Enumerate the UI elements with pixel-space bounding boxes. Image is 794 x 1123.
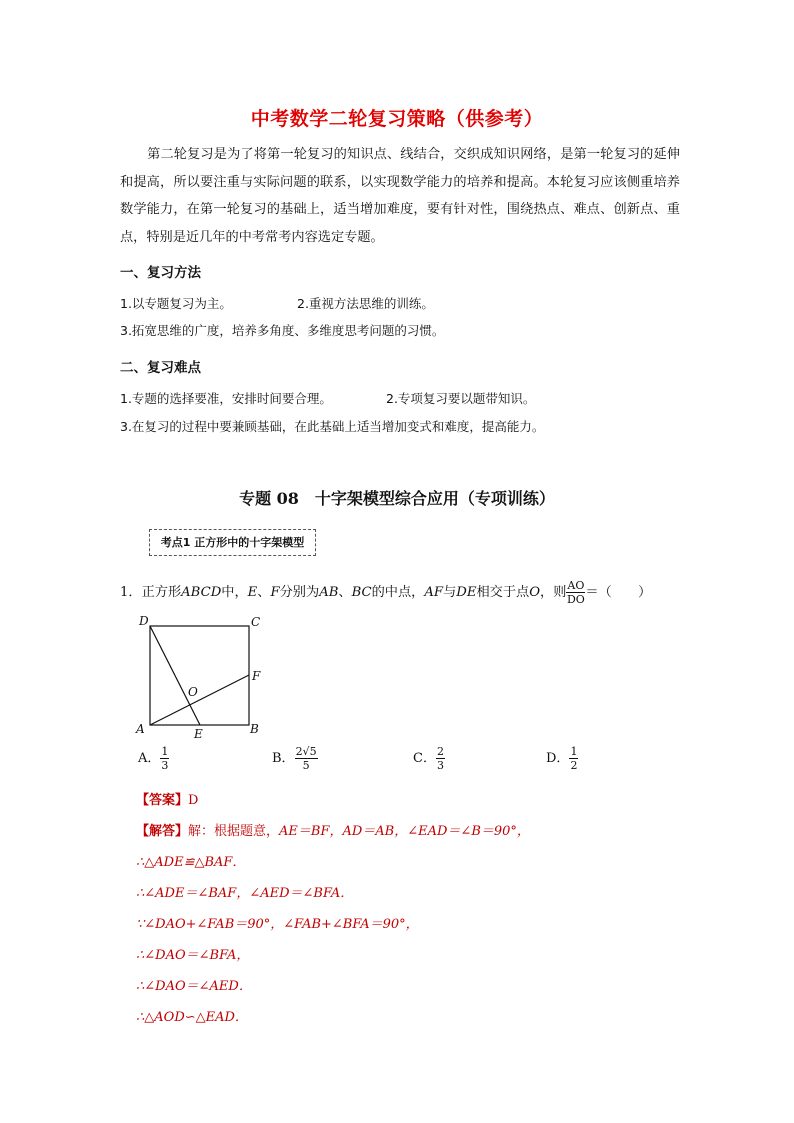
label-e: E [194,727,203,741]
question-1 [120,579,651,606]
q-var: AB [319,585,339,600]
topic-tag-box: 考点1 正方形中的十字架模型 [149,529,316,556]
q-text: 与 [443,585,457,600]
fraction-numerator: 1 [161,745,169,758]
explanation-text: AE＝BF，AD＝AB，∠EAD＝∠B＝90°， [279,824,530,839]
fraction-numerator: 1 [570,745,578,758]
q-text: 正方形 [141,585,182,600]
option-a-label: A． [138,751,161,766]
option-b-label: B． [272,751,295,766]
option-b [272,745,318,772]
option-d-fraction [569,745,578,772]
label-c: C [251,615,261,629]
ratio-fraction [566,579,585,606]
option-d [546,745,578,772]
fraction-numerator: 2 [436,745,444,758]
q-text: 分别为 [279,585,320,600]
answer-label: 【答案】 [136,793,189,808]
answer-blank: ＝（ ） [585,585,652,600]
label-b: B [250,722,259,736]
label-a: A [136,722,145,736]
explanation-line-1 [136,820,530,839]
section1-heading: 一、复习方法 [120,265,201,281]
q-var: F [270,585,280,600]
option-a-fraction [160,745,169,772]
q-var: BC [351,585,372,600]
explanation-line-3 [136,882,353,901]
q-text: 中， [221,585,248,600]
answer-line [136,789,198,808]
explanation-text: ∴△AOD∽△EAD． [136,1010,248,1025]
explanation-text: ∴∠DAO＝∠AED． [136,979,252,994]
q-text: ，则 [540,585,567,600]
question-number: 1． [120,585,142,600]
q-var: E [247,585,258,600]
fraction-denominator: DO [566,593,585,606]
explanation-line-4 [136,913,419,932]
option-d-label: D． [546,751,570,766]
explanation-text: ∴∠ADE＝∠BAF，∠AED＝∠BFA． [136,886,354,901]
q-var: O [529,585,541,600]
section2-heading: 二、复习难点 [120,360,201,376]
segment-de [150,626,200,725]
q-text: 相交于点 [476,585,530,600]
explanation-label: 【解答】 [136,824,189,839]
explanation-line-2 [136,851,245,870]
label-d: D [139,614,149,628]
fraction-denominator: 3 [436,759,444,772]
intro-text: 第二轮复习是为了将第一轮复习的知识点、线结合，交织成知识网络，是第一轮复习的延伸和提高，所以要注重与实际问题的联系，以实现数学能力的培养和提高。本轮复习应该侧重培养数学能力，在第一轮复习的基础上，适当增加难度，要有针对性，围绕热点、难点、创新点、重点，特别是近几年的中考常考内容选定专题。 [120,147,680,245]
topic-heading: 专题 08 十字架模型综合应用（专项训练） [239,489,555,508]
fraction-numerator: AO [567,579,585,592]
square-abcd [150,626,249,725]
label-o: O [188,685,198,699]
section1-item1: 1.以专题复习为主。 [120,296,232,311]
section1-item2: 2.重视方法思维的训练。 [297,296,434,311]
explanation-text: ∴△ADE≌△BAF． [136,855,246,870]
section2-item3: 3.在复习的过程中要兼顾基础，在此基础上适当增加变式和难度，提高能力。 [120,419,545,434]
explanation-intro: 解：根据题意， [188,824,280,839]
fraction-denominator: 5 [302,759,310,772]
q-var: AF [424,585,444,600]
q-text: 的中点， [371,585,425,600]
option-c-label: C． [413,751,436,766]
option-a [138,745,169,772]
section1-item3: 3.拓宽思维的广度，培养多角度、多维度思考问题的习惯。 [120,323,445,338]
section2-item1: 1.专题的选择要准，安排时间要合理。 [120,391,332,406]
answer-value: D [188,793,199,808]
explanation-text: ∴∠DAO＝∠BFA， [136,948,250,963]
q-var: ABCD [181,585,222,600]
explanation-line-7 [136,1006,248,1025]
option-b-fraction [295,745,318,772]
option-c [413,745,445,772]
section2-item2: 2.专项复习要以题带知识。 [386,391,536,406]
q-var: DE [456,585,477,600]
intro-paragraph [120,141,680,251]
segment-af [150,675,249,725]
fraction-numerator: 2√5 [295,745,317,758]
explanation-line-6 [136,975,252,994]
option-c-fraction [436,745,445,772]
explanation-text: ∵∠DAO+∠FAB＝90°，∠FAB+∠BFA＝90°， [136,917,419,932]
fraction-denominator: 3 [161,759,169,772]
explanation-line-5 [136,944,249,963]
fraction-denominator: 2 [570,759,578,772]
document-title: 中考数学二轮复习策略（供参考） [250,108,544,130]
q-text: 、 [257,585,271,600]
square-figure [130,610,270,745]
q-text: 、 [338,585,352,600]
label-f: F [252,669,261,683]
